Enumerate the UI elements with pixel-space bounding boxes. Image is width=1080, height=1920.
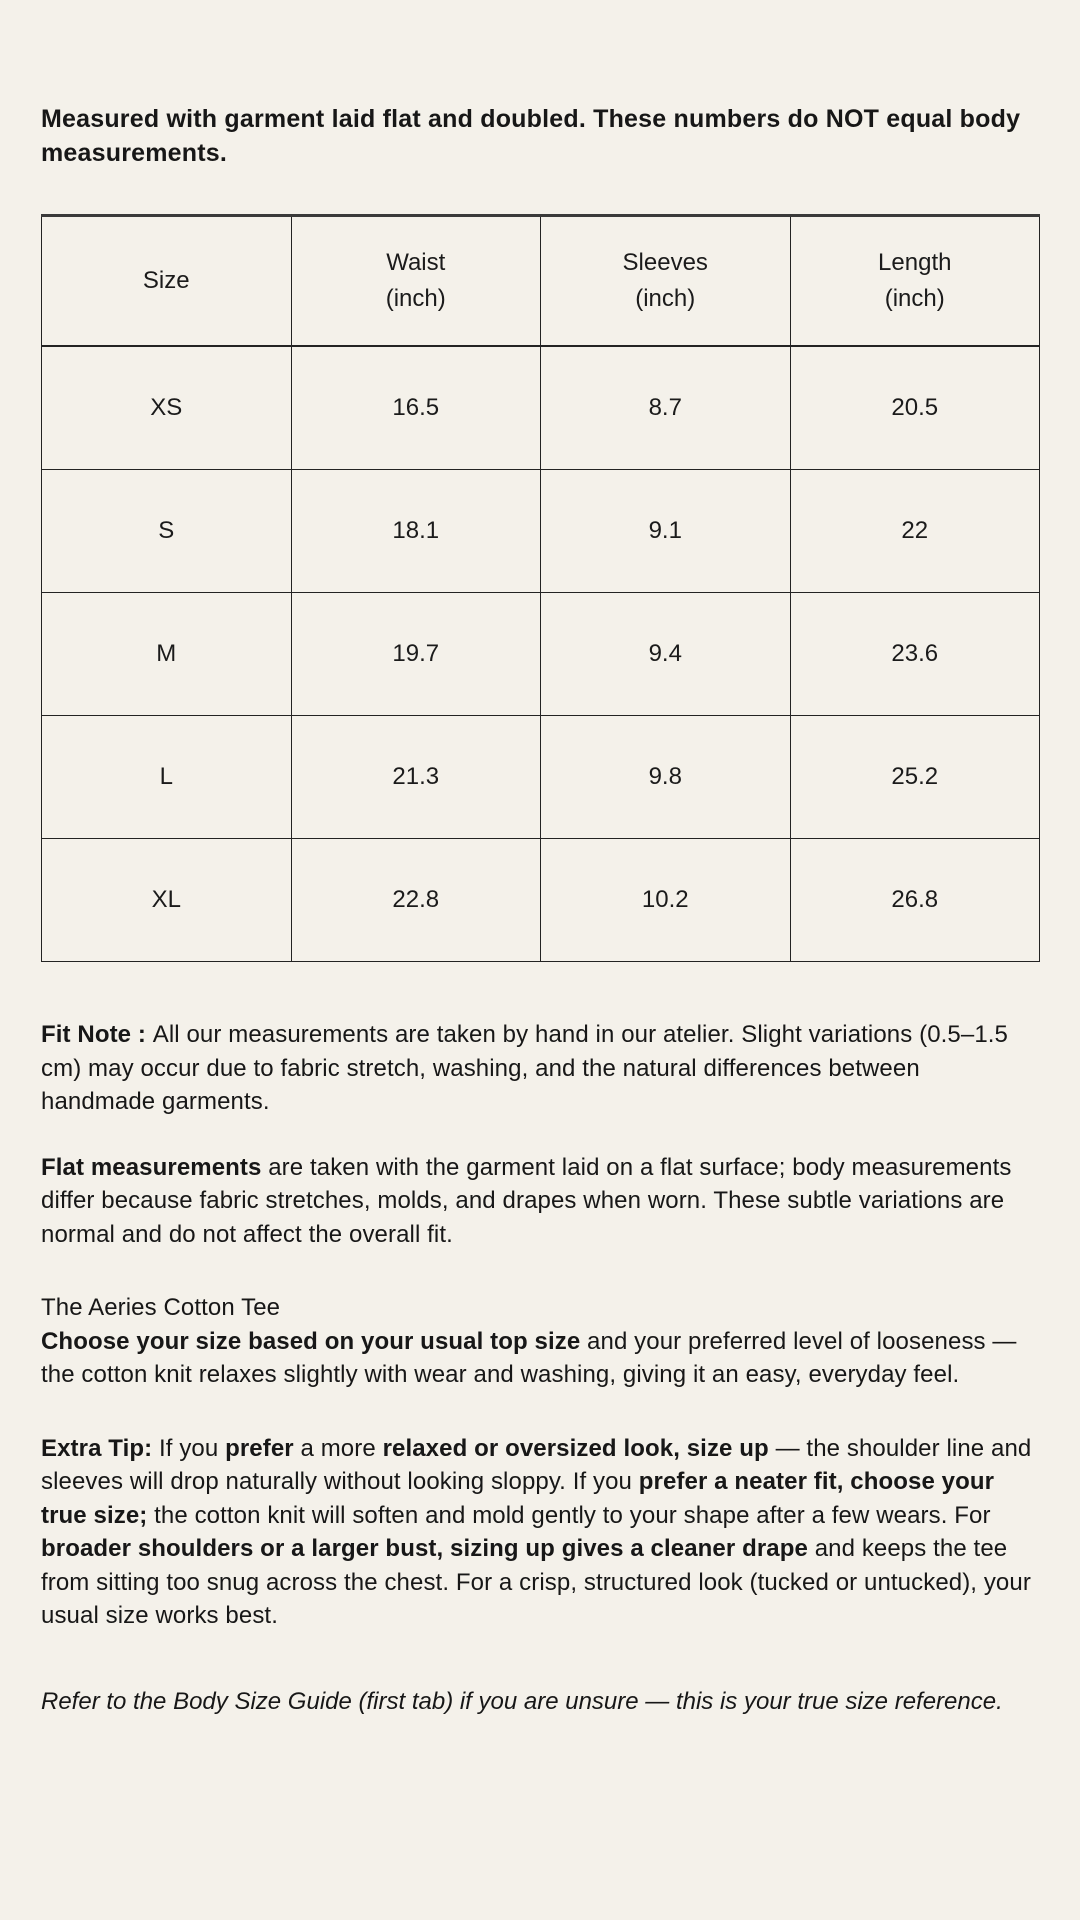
table-row-s: [42, 470, 1040, 593]
column-header-sleeves: [541, 216, 791, 347]
size-cell: XL: [42, 839, 292, 962]
size-cell: L: [42, 716, 292, 839]
header-row: [42, 216, 1040, 347]
waist-cell: 18.1: [291, 470, 541, 593]
table-row-l: [42, 716, 1040, 839]
column-unit: (inch): [635, 285, 696, 312]
column-header-waist: [291, 216, 541, 347]
column-label: Size: [142, 267, 190, 294]
table-row-xl: [42, 839, 1040, 962]
size-cell: XS: [42, 346, 292, 470]
fit-note-paragraph: Fit Note : All our measurements are taken by hand in our atelier. Slight variations (0.5–1.5 cm) may occur due to fabric stretch, washing, and the natural differences between handmade garments.: [41, 1021, 1008, 1115]
length-cell: 23.6: [790, 593, 1040, 716]
length-cell: 20.5: [790, 346, 1040, 470]
table-row-m: [42, 593, 1040, 716]
length-cell: 26.8: [790, 839, 1040, 962]
product-sizing-paragraph: The Aeries Cotton Tee Choose your size based on your usual top size and your preferred level of looseness — the cotton knit relaxes slightly with wear and washing, giving it an easy, everyday feel.: [41, 1294, 1017, 1388]
waist-cell: 16.5: [291, 346, 541, 470]
measurement-disclaimer: Measured with garment laid flat and doubled. These numbers do NOT equal body measurements.: [41, 105, 1021, 167]
table-row-xs: [42, 346, 1040, 470]
column-label: Length: [878, 249, 952, 276]
column-header-length: [790, 216, 1040, 347]
sleeves-cell: 9.4: [541, 593, 791, 716]
sleeves-cell: 10.2: [541, 839, 791, 962]
body-size-guide-reference-note: Refer to the Body Size Guide (first tab) if you are unsure — this is your true size reference.: [41, 1687, 1003, 1715]
size-cell: S: [42, 470, 292, 593]
waist-cell: 22.8: [291, 839, 541, 962]
waist-cell: 21.3: [291, 716, 541, 839]
size-table-body: [42, 346, 1040, 962]
column-header-size: [42, 216, 292, 347]
column-label: Waist: [386, 249, 446, 276]
column-unit: (inch): [385, 285, 446, 312]
sleeves-cell: 8.7: [541, 346, 791, 470]
garment-size-table: [41, 214, 1040, 962]
waist-cell: 19.7: [291, 593, 541, 716]
flat-measurements-paragraph: Flat measurements are taken with the garment laid on a flat surface; body measurements differ because fabric stretches, molds, and drapes when worn. These subtle variations are normal and do not affect the overall fit.: [41, 1153, 1012, 1248]
sleeves-cell: 9.1: [541, 470, 791, 593]
length-cell: 22: [790, 470, 1040, 593]
size-cell: M: [42, 593, 292, 716]
sleeves-cell: 9.8: [541, 716, 791, 839]
extra-tip-paragraph: Extra Tip: If you prefer a more relaxed or oversized look, size up — the shoulder line and sleeves will drop naturally without looking sloppy. If you prefer a neater fit, choose your true size; the cotton knit will soften and mold gently to your shape after a few wears. For broader shoulders or a larger bust, sizing up gives a cleaner drape and keeps the tee from sitting too snug across the chest. For a crisp, structured look (tucked or untucked), your usual size works best.: [41, 1434, 1032, 1629]
column-label: Sleeves: [622, 249, 708, 276]
length-cell: 25.2: [790, 716, 1040, 839]
column-unit: (inch): [884, 285, 945, 312]
size-table-header: [42, 216, 1040, 347]
